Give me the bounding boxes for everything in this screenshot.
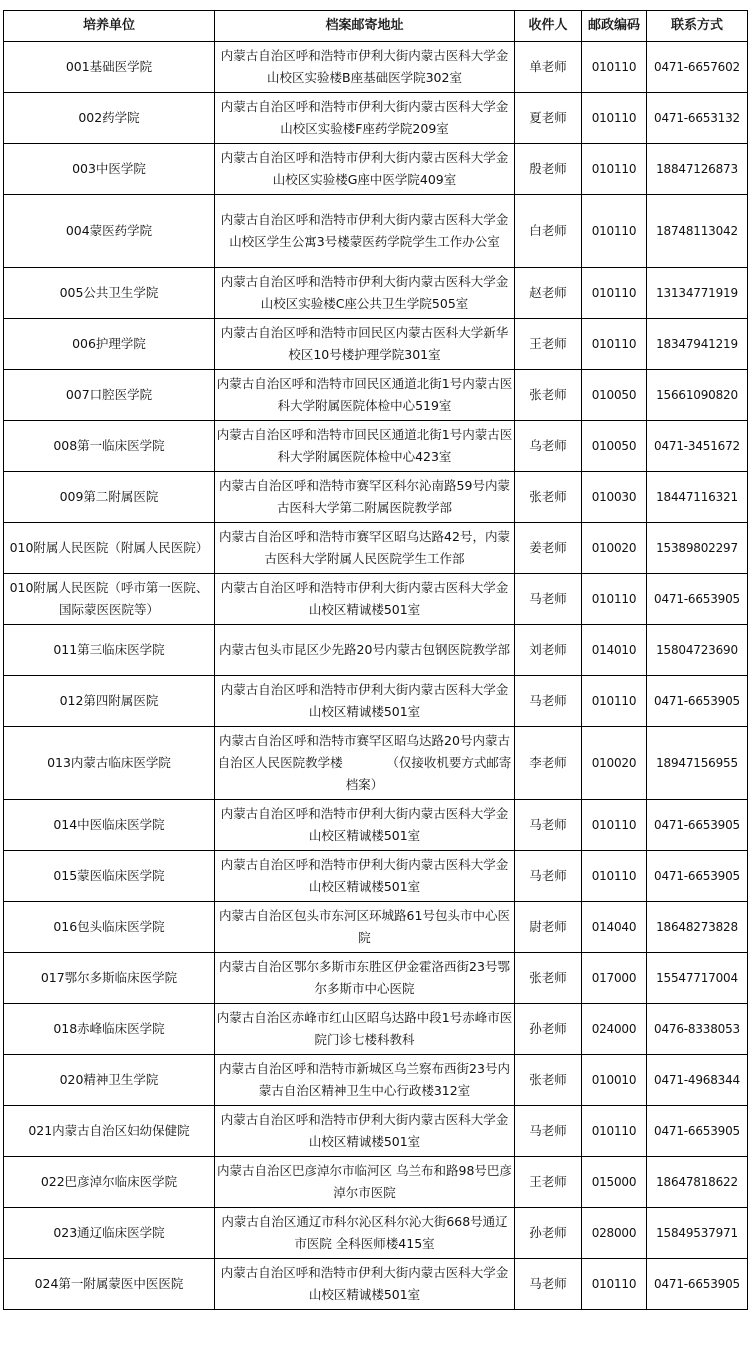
table-row [4, 523, 748, 574]
table-row [4, 370, 748, 421]
table-row [4, 953, 748, 1004]
table-row [4, 1259, 748, 1310]
recipient-cell: 张老师 [515, 370, 582, 421]
postcode-cell: 017000 [582, 953, 647, 1004]
mailing-address-cell: 内蒙古自治区呼和浩特市回民区通道北街1号内蒙古医科大学附属医院体检中心519室 [215, 370, 515, 421]
mailing-address-cell: 内蒙古自治区呼和浩特市伊利大街内蒙古医科大学金山校区实验楼C座公共卫生学院505室 [215, 268, 515, 319]
postcode-cell: 010110 [582, 195, 647, 268]
contact-cell: 15661090820 [647, 370, 748, 421]
recipient-cell: 尉老师 [515, 902, 582, 953]
postcode-cell: 010110 [582, 676, 647, 727]
mailing-address-cell: 内蒙古自治区呼和浩特市赛罕区科尔沁南路59号内蒙古医科大学第二附属医院教学部 [215, 472, 515, 523]
table-row [4, 902, 748, 953]
recipient-cell: 乌老师 [515, 421, 582, 472]
training-unit-cell: 008第一临床医学院 [4, 421, 215, 472]
mailing-address-cell: 内蒙古自治区赤峰市红山区昭乌达路中段1号赤峰市医院门诊七楼科教科 [215, 1004, 515, 1055]
recipient-cell: 张老师 [515, 953, 582, 1004]
training-unit-cell: 006护理学院 [4, 319, 215, 370]
contact-cell: 15389802297 [647, 523, 748, 574]
table-row [4, 1106, 748, 1157]
header-training-unit: 培养单位 [4, 11, 215, 42]
postcode-cell: 010020 [582, 523, 647, 574]
contact-cell: 0471-6653132 [647, 93, 748, 144]
mailing-address-cell: 内蒙古自治区通辽市科尔沁区科尔沁大街668号通辽市医院 全科医师楼415室 [215, 1208, 515, 1259]
table-row [4, 93, 748, 144]
table-row [4, 625, 748, 676]
training-unit-cell: 009第二附属医院 [4, 472, 215, 523]
postcode-cell: 010110 [582, 268, 647, 319]
mailing-address-cell: 内蒙古自治区呼和浩特市伊利大街内蒙古医科大学金山校区精诚楼501室 [215, 851, 515, 902]
training-unit-cell: 001基础医学院 [4, 42, 215, 93]
contact-cell: 18748113042 [647, 195, 748, 268]
training-unit-cell: 007口腔医学院 [4, 370, 215, 421]
training-unit-cell: 012第四附属医院 [4, 676, 215, 727]
recipient-cell: 夏老师 [515, 93, 582, 144]
mailing-address-cell: 内蒙古自治区呼和浩特市赛罕区昭乌达路42号，内蒙古医科大学附属人民医院学生工作部 [215, 523, 515, 574]
training-unit-cell: 002药学院 [4, 93, 215, 144]
table-header-row [4, 11, 748, 42]
mailing-address-cell: 内蒙古自治区呼和浩特市回民区通道北街1号内蒙古医科大学附属医院体检中心423室 [215, 421, 515, 472]
table-row [4, 574, 748, 625]
contact-cell: 18347941219 [647, 319, 748, 370]
recipient-cell: 白老师 [515, 195, 582, 268]
recipient-cell: 姜老师 [515, 523, 582, 574]
contact-cell: 15849537971 [647, 1208, 748, 1259]
training-unit-cell: 010附属人民医院（呼市第一医院、国际蒙医医院等） [4, 574, 215, 625]
contact-cell: 0471-6657602 [647, 42, 748, 93]
contact-cell: 0476-8338053 [647, 1004, 748, 1055]
recipient-cell: 张老师 [515, 472, 582, 523]
contact-cell: 0471-6653905 [647, 851, 748, 902]
mailing-address-cell: 内蒙古自治区包头市东河区环城路61号包头市中心医院 [215, 902, 515, 953]
recipient-cell: 王老师 [515, 319, 582, 370]
table-row [4, 727, 748, 800]
table-row [4, 319, 748, 370]
mailing-address-cell: 内蒙古自治区呼和浩特市伊利大街内蒙古医科大学金山校区精诚楼501室 [215, 800, 515, 851]
table-row [4, 1055, 748, 1106]
mailing-address-cell: 内蒙古自治区呼和浩特市回民区内蒙古医科大学新华校区10号楼护理学院301室 [215, 319, 515, 370]
training-unit-cell: 015蒙医临床医学院 [4, 851, 215, 902]
postcode-cell: 024000 [582, 1004, 647, 1055]
contact-cell: 15804723690 [647, 625, 748, 676]
table-row [4, 42, 748, 93]
mailing-address-cell: 内蒙古自治区呼和浩特市伊利大街内蒙古医科大学金山校区精诚楼501室 [215, 1259, 515, 1310]
postcode-cell: 014040 [582, 902, 647, 953]
mailing-address-cell: 内蒙古自治区呼和浩特市伊利大街内蒙古医科大学金山校区实验楼B座基础医学院302室 [215, 42, 515, 93]
training-unit-cell: 010附属人民医院（附属人民医院） [4, 523, 215, 574]
training-unit-cell: 005公共卫生学院 [4, 268, 215, 319]
header-contact: 联系方式 [647, 11, 748, 42]
recipient-cell: 马老师 [515, 800, 582, 851]
postcode-cell: 010110 [582, 42, 647, 93]
recipient-cell: 孙老师 [515, 1208, 582, 1259]
mailing-address-cell: 内蒙古自治区呼和浩特市伊利大街内蒙古医科大学金山校区学生公寓3号楼蒙医药学院学生工作办公室 [215, 195, 515, 268]
contact-cell: 0471-6653905 [647, 1259, 748, 1310]
table-row [4, 195, 748, 268]
recipient-cell: 刘老师 [515, 625, 582, 676]
postcode-cell: 010110 [582, 1106, 647, 1157]
training-unit-cell: 013内蒙古临床医学院 [4, 727, 215, 800]
mailing-address-cell: 内蒙古自治区呼和浩特市伊利大街内蒙古医科大学金山校区精诚楼501室 [215, 1106, 515, 1157]
training-unit-cell: 020精神卫生学院 [4, 1055, 215, 1106]
contact-cell: 15547717004 [647, 953, 748, 1004]
header-postcode: 邮政编码 [582, 11, 647, 42]
mailing-address-cell: 内蒙古自治区呼和浩特市伊利大街内蒙古医科大学金山校区实验楼G座中医学院409室 [215, 144, 515, 195]
postcode-cell: 015000 [582, 1157, 647, 1208]
postcode-cell: 010110 [582, 574, 647, 625]
training-unit-cell: 022巴彦淖尔临床医学院 [4, 1157, 215, 1208]
postcode-cell: 010010 [582, 1055, 647, 1106]
contact-cell: 0471-6653905 [647, 1106, 748, 1157]
training-unit-cell: 011第三临床医学院 [4, 625, 215, 676]
mailing-address-cell: 内蒙古自治区呼和浩特市新城区乌兰察布西街23号内蒙古自治区精神卫生中心行政楼312室 [215, 1055, 515, 1106]
table-row [4, 421, 748, 472]
header-recipient: 收件人 [515, 11, 582, 42]
postcode-cell: 010110 [582, 93, 647, 144]
mailing-address-cell: 内蒙古自治区巴彦淖尔市临河区 乌兰布和路98号巴彦淖尔市医院 [215, 1157, 515, 1208]
mailing-address-cell: 内蒙古自治区呼和浩特市伊利大街内蒙古医科大学金山校区精诚楼501室 [215, 574, 515, 625]
contact-cell: 18947156955 [647, 727, 748, 800]
table-row [4, 1208, 748, 1259]
training-unit-cell: 023通辽临床医学院 [4, 1208, 215, 1259]
recipient-cell: 马老师 [515, 1259, 582, 1310]
recipient-cell: 马老师 [515, 574, 582, 625]
contact-cell: 18648273828 [647, 902, 748, 953]
training-unit-cell: 003中医学院 [4, 144, 215, 195]
training-unit-cell: 018赤峰临床医学院 [4, 1004, 215, 1055]
postcode-cell: 014010 [582, 625, 647, 676]
recipient-cell: 李老师 [515, 727, 582, 800]
contact-cell: 18847126873 [647, 144, 748, 195]
contact-cell: 0471-6653905 [647, 800, 748, 851]
training-unit-cell: 014中医临床医学院 [4, 800, 215, 851]
table-row [4, 800, 748, 851]
recipient-cell: 单老师 [515, 42, 582, 93]
postcode-cell: 010110 [582, 851, 647, 902]
recipient-cell: 马老师 [515, 851, 582, 902]
contact-cell: 18647818622 [647, 1157, 748, 1208]
table-row [4, 144, 748, 195]
training-unit-cell: 004蒙医药学院 [4, 195, 215, 268]
header-mailing-address: 档案邮寄地址 [215, 11, 515, 42]
postcode-cell: 010050 [582, 370, 647, 421]
mailing-address-cell: 内蒙古自治区鄂尔多斯市东胜区伊金霍洛西街23号鄂尔多斯市中心医院 [215, 953, 515, 1004]
training-unit-cell: 016包头临床医学院 [4, 902, 215, 953]
postcode-cell: 010030 [582, 472, 647, 523]
postcode-cell: 010110 [582, 800, 647, 851]
recipient-cell: 张老师 [515, 1055, 582, 1106]
postcode-cell: 010110 [582, 144, 647, 195]
mailing-address-cell: 内蒙古自治区呼和浩特市伊利大街内蒙古医科大学金山校区实验楼F座药学院209室 [215, 93, 515, 144]
postcode-cell: 010110 [582, 1259, 647, 1310]
contact-cell: 0471-3451672 [647, 421, 748, 472]
training-unit-cell: 024第一附属蒙医中医医院 [4, 1259, 215, 1310]
training-unit-cell: 021内蒙古自治区妇幼保健院 [4, 1106, 215, 1157]
training-unit-cell: 017鄂尔多斯临床医学院 [4, 953, 215, 1004]
table-row [4, 1004, 748, 1055]
postcode-cell: 028000 [582, 1208, 647, 1259]
contact-cell: 0471-6653905 [647, 676, 748, 727]
table-row [4, 1157, 748, 1208]
table-row [4, 676, 748, 727]
contact-cell: 13134771919 [647, 268, 748, 319]
table-row [4, 851, 748, 902]
recipient-cell: 王老师 [515, 1157, 582, 1208]
table-row [4, 268, 748, 319]
postcode-cell: 010050 [582, 421, 647, 472]
contact-cell: 0471-4968344 [647, 1055, 748, 1106]
recipient-cell: 马老师 [515, 1106, 582, 1157]
mailing-address-cell: 内蒙古包头市昆区少先路20号内蒙古包钢医院教学部 [215, 625, 515, 676]
archive-mailing-table [3, 10, 748, 1310]
recipient-cell: 赵老师 [515, 268, 582, 319]
mailing-address-cell: 内蒙古自治区呼和浩特市赛罕区昭乌达路20号内蒙古自治区人民医院教学楼 （仅接收机要方式邮寄档案） [215, 727, 515, 800]
recipient-cell: 殷老师 [515, 144, 582, 195]
recipient-cell: 孙老师 [515, 1004, 582, 1055]
contact-cell: 0471-6653905 [647, 574, 748, 625]
postcode-cell: 010020 [582, 727, 647, 800]
contact-cell: 18447116321 [647, 472, 748, 523]
recipient-cell: 马老师 [515, 676, 582, 727]
postcode-cell: 010110 [582, 319, 647, 370]
table-row [4, 472, 748, 523]
table-body [4, 42, 748, 1310]
mailing-address-cell: 内蒙古自治区呼和浩特市伊利大街内蒙古医科大学金山校区精诚楼501室 [215, 676, 515, 727]
